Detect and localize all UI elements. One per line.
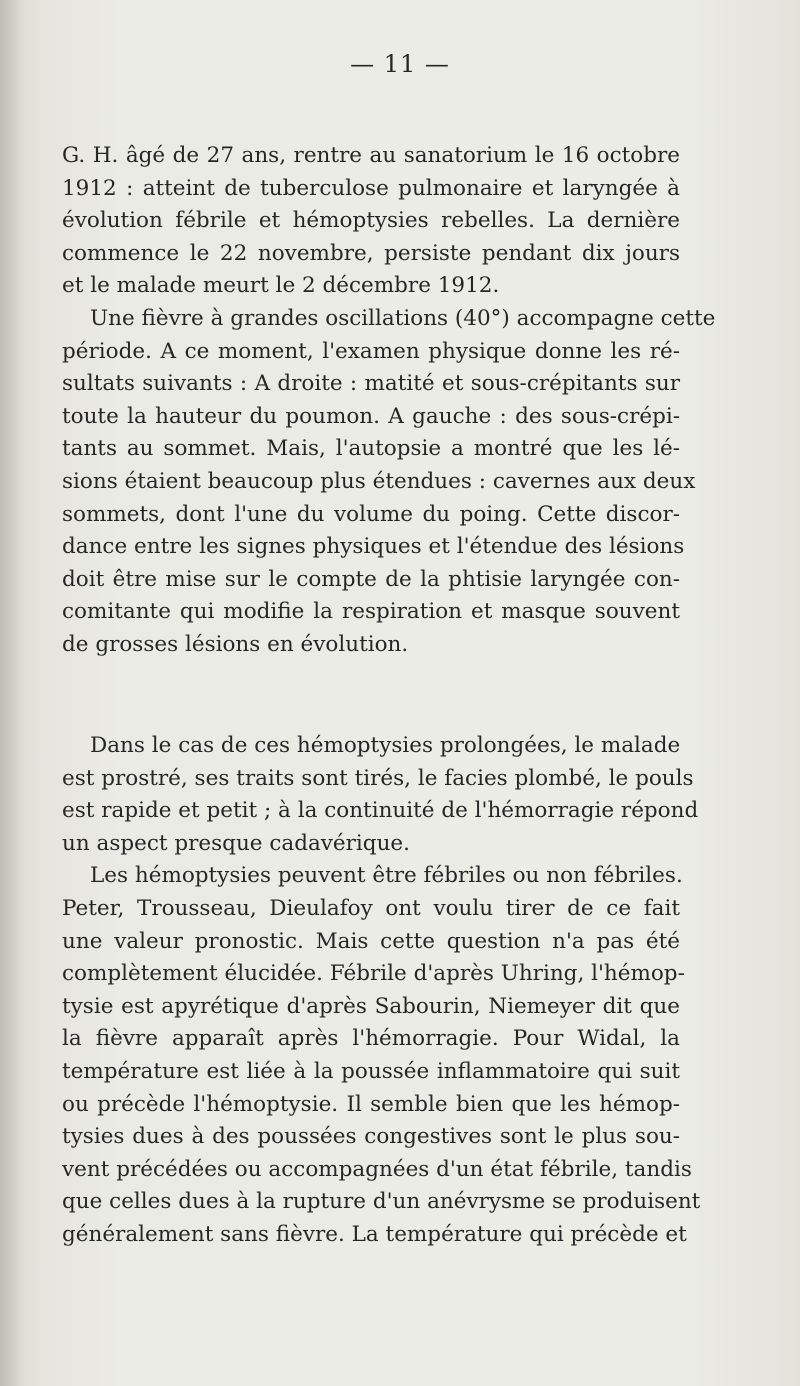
text-line: sions étaient beaucoup plus étendues : cavernes aux deux — [62, 468, 696, 494]
text-line: Une fièvre à grandes oscillations (40°) accompagne cette — [90, 305, 716, 331]
text-line: 1912 : atteint de tuberculose pulmonaire et laryngée à — [62, 175, 680, 201]
text-line: vent précédées ou accompagnées d'un état fébrile, tandis — [62, 1156, 692, 1182]
text-line: toute la hauteur du poumon. A gauche : des sous-crépi- — [62, 403, 680, 429]
text-line: et le malade meurt le 2 décembre 1912. — [62, 273, 500, 299]
text-line: tysie est apyrétique d'après Sabourin, Niemeyer dit que — [62, 993, 680, 1019]
text-line: commence le 22 novembre, persiste pendant dix jours — [62, 240, 680, 266]
text-line: comitante qui modifie la respiration et masque souvent — [62, 599, 680, 625]
text-line: Les hémoptysies peuvent être fébriles ou non fébriles. — [90, 863, 683, 889]
text-line: sommets, dont l'une du volume du poing. Cette discor- — [62, 501, 680, 527]
text-line: évolution fébrile et hémoptysies rebelles. La dernière — [62, 208, 680, 234]
text-line: la fièvre apparaît après l'hémorragie. Pour Widal, la — [62, 1026, 680, 1052]
text-line: température est liée à la poussée inflammatoire qui suit — [62, 1058, 680, 1084]
text-line: est prostré, ses traits sont tirés, le facies plombé, le pouls — [62, 765, 694, 791]
text-line: Dans le cas de ces hémoptysies prolongées, le malade — [90, 733, 681, 758]
text-line: un aspect presque cadavérique. — [62, 830, 410, 856]
text-line: une valeur pronostic. Mais cette question n'a pas été — [62, 928, 680, 954]
text-line: dance entre les signes physiques et l'étendue des lésions — [62, 534, 685, 560]
page-number: — 11 — — [350, 50, 450, 78]
text-line: tysies dues à des poussées congestives sont le plus sou- — [62, 1124, 680, 1150]
text-line: G. H. âgé de 27 ans, rentre au sanatorium le 16 octobre — [62, 143, 680, 168]
text-line: généralement sans fièvre. La température qui précède et — [62, 1221, 687, 1247]
text-line: que celles dues à la rupture d'un anévrysme se produisent — [62, 1189, 701, 1215]
text-line: est rapide et petit ; à la continuité de l'hémorragie répond — [62, 798, 699, 824]
text-line: complètement élucidée. Fébrile d'après Uhring, l'hémop- — [62, 961, 685, 987]
text-line: doit être mise sur le compte de la phtisie laryngée con- — [62, 566, 680, 592]
text-line: tants au sommet. Mais, l'autopsie a montré que les lé- — [62, 436, 680, 462]
text-line: ou précède l'hémoptysie. Il semble bien que les hémop- — [62, 1091, 680, 1117]
paragraph-case-report — [62, 140, 716, 662]
paragraph-hemoptysis-discussion — [62, 730, 701, 1252]
text-line: Peter, Trousseau, Dieulafoy ont voulu tirer de ce fait — [62, 895, 680, 921]
text-line: sultats suivants : A droite : matité et sous-crépitants sur — [62, 371, 680, 397]
text-line: de grosses lésions en évolution. — [62, 631, 409, 657]
binding-shadow — [0, 0, 22, 1386]
text-line: période. A ce moment, l'examen physique donne les ré- — [62, 338, 680, 364]
